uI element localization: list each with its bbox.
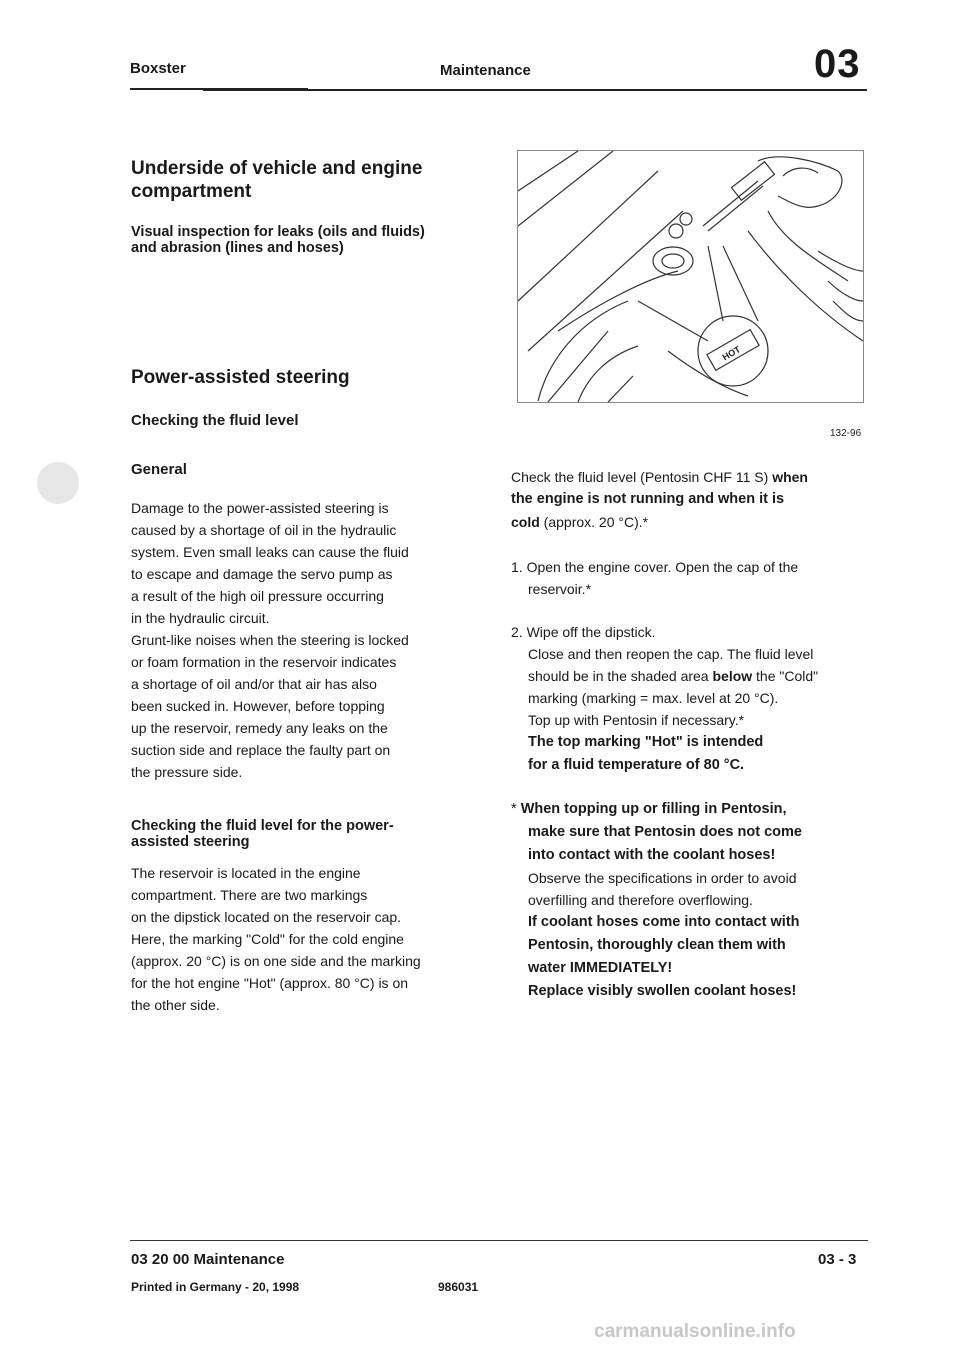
- general-line: a shortage of oil and/or that air has also: [131, 676, 377, 692]
- section-title-steering: [131, 366, 471, 389]
- general-line: to escape and damage the servo pump as: [131, 566, 393, 582]
- general-line: a result of the high oil pressure occurring: [131, 588, 384, 604]
- footer-rule: [130, 1240, 868, 1241]
- header-model: Boxster: [130, 60, 186, 77]
- check-power-heading: [131, 818, 471, 850]
- pentosin-note: [511, 798, 871, 1003]
- checking-heading: [131, 412, 471, 430]
- step-2-l3a-text: should be in the shaded area: [528, 668, 709, 684]
- step-2-line-2: Close and then reopen the cap. The fluid level: [528, 646, 814, 662]
- intro-line-2: the engine is not running and when it is: [511, 491, 785, 507]
- illustration-svg: [518, 151, 863, 402]
- step-1-line-2: reservoir.*: [528, 581, 592, 597]
- reservoir-paragraph: [131, 862, 471, 1016]
- general-paragraph: [131, 497, 471, 783]
- step-1-number: 1.: [511, 559, 523, 575]
- note-line-4: Observe the specifications in order to avoid: [528, 870, 797, 886]
- checking-heading-text: Checking the fluid level: [131, 412, 299, 429]
- reservoir-line: compartment. There are two markings: [131, 887, 368, 903]
- step-2-below-bold: below: [712, 668, 753, 684]
- header-rule: [203, 89, 867, 91]
- section-title-underside-l1: Underside of vehicle and engine: [131, 158, 423, 179]
- step-2-line-5: Top up with Pentosin if necessary.*: [528, 712, 745, 728]
- punch-hole: [37, 462, 79, 504]
- general-line: system. Even small leaks can cause the fluid: [131, 544, 409, 560]
- step-1-line-1: [511, 556, 871, 578]
- intro-paragraph: [511, 466, 871, 533]
- dipstick-hot-label: HOT: [720, 344, 743, 363]
- footer-doc-code: 986031: [438, 1280, 479, 1294]
- general-line: caused by a shortage of oil in the hydraulic: [131, 522, 397, 538]
- note-line-6: If coolant hoses come into contact with: [528, 914, 800, 930]
- reservoir-line: Here, the marking "Cold" for the cold engine: [131, 931, 404, 947]
- step-2-bold-line-1: The top marking "Hot" is intended: [528, 734, 764, 750]
- note-line-5: overfilling and therefore overflowing.: [528, 892, 753, 908]
- intro-l3-text: (approx. 20 °C).*: [543, 514, 649, 530]
- step-1: [511, 556, 871, 600]
- general-line: Damage to the power-assisted steering is: [131, 500, 389, 516]
- step-2-l1-text: Wipe off the dipstick.: [526, 624, 656, 640]
- step-2-line-4: marking (marking = max. level at 20 °C).: [528, 690, 779, 706]
- note-l1-text: When topping up or filling in Pentosin,: [520, 801, 787, 817]
- footer-printed: Printed in Germany - 20, 1998: [131, 1280, 300, 1294]
- step-1-l1-text: Open the engine cover. Open the cap of the: [526, 559, 799, 575]
- section-title-steering-text: Power-assisted steering: [131, 367, 350, 388]
- reservoir-line: on the dipstick located on the reservoir cap.: [131, 909, 402, 925]
- check-power-heading-l2: assisted steering: [131, 834, 250, 850]
- footer-page-number: 03 - 3: [818, 1251, 857, 1268]
- general-line: been sucked in. However, before topping: [131, 698, 385, 714]
- section-title-underside-l2: compartment: [131, 181, 252, 202]
- note-line-3: into contact with the coolant hoses!: [528, 847, 776, 863]
- section-underside-subtitle: [131, 224, 471, 256]
- reservoir-line: The reservoir is located in the engine: [131, 865, 361, 881]
- general-line: up the reservoir, remedy any leaks on the: [131, 720, 388, 736]
- subtitle-l2: and abrasion (lines and hoses): [131, 240, 344, 256]
- general-line: suction side and replace the faulty part on: [131, 742, 391, 758]
- note-line-9: Replace visibly swollen coolant hoses!: [528, 983, 797, 999]
- step-2-line-1: [511, 621, 871, 643]
- general-heading-text: General: [131, 461, 187, 478]
- footer-section-code: 03 20 00 Maintenance: [131, 1251, 285, 1268]
- reservoir-line: the other side.: [131, 997, 220, 1013]
- step-2: [511, 621, 871, 777]
- figure-number: 132-96: [830, 428, 862, 439]
- general-line: or foam formation in the reservoir indicates: [131, 654, 397, 670]
- intro-line-1: [511, 466, 871, 488]
- subtitle-l1: Visual inspection for leaks (oils and fluids): [131, 224, 425, 240]
- step-2-line-3: [511, 665, 871, 687]
- note-line-8: water IMMEDIATELY!: [528, 960, 673, 976]
- general-line: the pressure side.: [131, 764, 243, 780]
- note-asterisk: *: [511, 801, 517, 817]
- step-2-l3b-text: the "Cold": [756, 668, 819, 684]
- check-power-heading-l1: Checking the fluid level for the power-: [131, 818, 394, 834]
- intro-cold-bold: cold: [511, 514, 540, 530]
- note-line-7: Pentosin, thoroughly clean them with: [528, 937, 786, 953]
- watermark-text[interactable]: carmanualsonline.info: [594, 1321, 796, 1342]
- general-line: Grunt-like noises when the steering is locked: [131, 632, 409, 648]
- reservoir-line: for the hot engine "Hot" (approx. 80 °C) is on: [131, 975, 409, 991]
- intro-when-bold: when: [772, 469, 808, 485]
- reservoir-dipstick-illustration: [517, 150, 864, 403]
- general-heading: [131, 461, 471, 479]
- header-section: Maintenance: [440, 62, 531, 79]
- intro-line-3: [511, 511, 871, 533]
- reservoir-line: (approx. 20 °C) is on one side and the marking: [131, 953, 421, 969]
- step-2-number: 2.: [511, 624, 523, 640]
- section-underside: [131, 157, 471, 203]
- header-chapter-number: 03: [814, 42, 861, 86]
- intro-l1-text: Check the fluid level (Pentosin CHF 11 S): [511, 469, 769, 485]
- note-line-2: make sure that Pentosin does not come: [528, 824, 802, 840]
- general-line: in the hydraulic circuit.: [131, 610, 270, 626]
- step-2-bold-line-2: for a fluid temperature of 80 °C.: [528, 757, 745, 773]
- note-line-1: [511, 798, 871, 821]
